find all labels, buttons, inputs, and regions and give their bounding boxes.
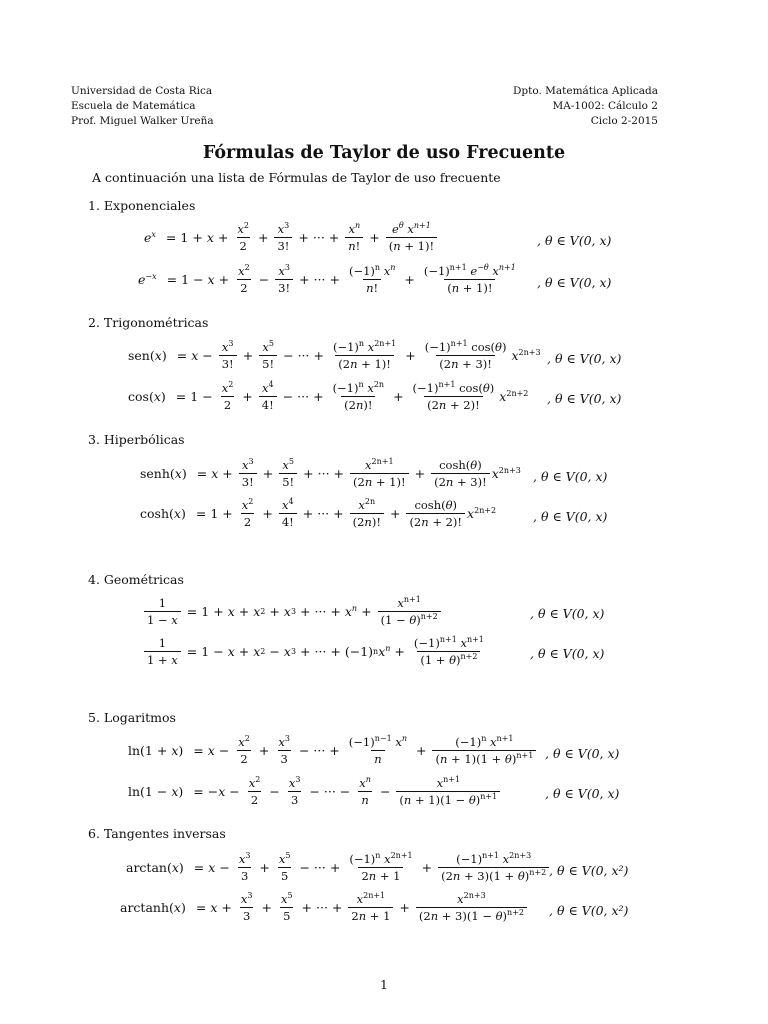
- formula-cosh: cosh(x) = 1 + $\frac{x^2}{2}$ + $\frac{x^4}{4!}$ + ··· + $\frac{x^{2n}}{(2n)!}$ + $\frac{\cosh(\theta)}{(2n + 2)!}$ $x^{2n+2}$: [140, 497, 497, 529]
- header-school: Escuela de Matemática: [71, 100, 196, 112]
- header-left: [71, 84, 214, 129]
- condition-senh: , θ ∈ V(0, x): [533, 469, 608, 484]
- header-right: [513, 84, 658, 129]
- formula-sen: sen(x) = x − $\frac{x^3}{3!}$ + $\frac{x^5}{5!}$ − ··· + $\frac{(-1)^n x^{2n+1}}{(2n + 1)!}$ + $\frac{(-1)^{n+1} \cos(\theta)}{(2n + 3)!}$ $x^{2n+3}$: [128, 339, 541, 371]
- condition-sen: , θ ∈ V(0, x): [547, 351, 622, 366]
- section-trigonometricas: 2. Trigonométricas: [88, 315, 209, 330]
- formula-ln-plus: ln(1 + x) = x − $\frac{x^2}{2}$ + $\frac{x^3}{3}$ − ··· + $\frac{(-1)^{n-1} x^n}{n}$ + $\frac{(-1)^n x^{n+1}}{(n + 1)(1 + \theta)^{n+1}}$: [128, 735, 538, 766]
- condition-ln-plus: , θ ∈ V(0, x): [545, 746, 620, 761]
- condition-cos: , θ ∈ V(0, x): [547, 391, 622, 406]
- section-exponenciales: 1. Exponenciales: [88, 198, 196, 213]
- condition-geometric-2: , θ ∈ V(0, x): [530, 646, 605, 661]
- condition-exp-neg: , θ ∈ V(0, x): [537, 275, 612, 290]
- header-term: Ciclo 2-2015: [590, 115, 658, 127]
- formula-geometric-2: $\frac{1}{1 + x}$ = 1 − x + x 2 − x 3 + ··· + (−1) n $x^n$ + $\frac{(-1)^{n+1} x^{n+1}}{(1 + \theta)^{n+2}}$: [142, 636, 489, 667]
- intro-text: A continuación una lista de Fórmulas de Taylor de uso frecuente: [92, 170, 501, 185]
- page-number: 1: [380, 978, 388, 992]
- formula-cos: cos(x) = 1 − $\frac{x^2}{2}$ + $\frac{x^4}{4!}$ − ··· + $\frac{(-1)^n x^{2n}}{(2n)!}$ + $\frac{(-1)^{n+1} \cos(\theta)}{(2n + 2)!}$ $x^{2n+2}$: [128, 380, 529, 412]
- condition-exp: , θ ∈ V(0, x): [537, 233, 612, 248]
- condition-geometric-1: , θ ∈ V(0, x): [530, 606, 605, 621]
- condition-arctanh: , θ ∈ V(0, x²): [549, 903, 629, 918]
- condition-arctan: , θ ∈ V(0, x²): [549, 863, 629, 878]
- header-professor: Prof. Miguel Walker Ureña: [71, 115, 214, 127]
- header-course: MA-1002: Cálculo 2: [552, 100, 658, 112]
- section-hiperbolicas: 3. Hiperbólicas: [88, 432, 185, 447]
- header-department: Dpto. Matemática Aplicada: [512, 85, 658, 97]
- page-title: Fórmulas de Taylor de uso Frecuente: [202, 143, 566, 163]
- header-university: Universidad de Costa Rica: [71, 85, 213, 97]
- formula-senh: senh(x) = x + $\frac{x^3}{3!}$ + $\frac{x^5}{5!}$ + ··· + $\frac{x^{2n+1}}{(2n + 1)!}$ + $\frac{\cosh(\theta)}{(2n + 3)!}$ $x^{2n+3}$: [140, 457, 521, 489]
- condition-cosh: , θ ∈ V(0, x): [533, 509, 608, 524]
- formula-exp-neg: $e^{-x}$ = 1 − x + $\frac{x^2}{2}$ − $\frac{x^3}{3!}$ + ··· + $\frac{(-1)^n x^n}{n!}$ + $\frac{(-1)^{n+1} e^{-\theta} x^{n+1}}{(n + 1)!}$: [138, 263, 516, 295]
- formula-exp: $e^x$ = 1 + x + $\frac{x^2}{2}$ + $\frac{x^3}{3!}$ + ··· + $\frac{x^n}{n!}$ + $\frac{e^\theta x^{n+1}}{(n + 1)!}$: [144, 222, 439, 253]
- section-tangentes-inversas: 6. Tangentes inversas: [88, 826, 226, 841]
- formula-ln-minus: ln(1 − x) = − x − $\frac{x^2}{2}$ − $\frac{x^3}{3}$ − ··· − $\frac{x^n}{n}$ − $\frac{x^{n+1}}{(n + 1)(1 - \theta)^{n+1}}$: [128, 776, 502, 807]
- section-geometricas: 4. Geométricas: [88, 572, 184, 587]
- section-logaritmos: 5. Logaritmos: [88, 710, 176, 725]
- formula-arctanh: arctanh(x) = x + $\frac{x^3}{3}$ + $\frac{x^5}{5}$ + ··· + $\frac{x^{2n+1}}{2n + 1}$ + $\frac{x^{2n+3}}{(2n + 3)(1 - \theta)^{n+2}}$: [120, 892, 529, 923]
- formula-geometric-1: $\frac{1}{1 - x}$ = 1 + x + x 2 + x 3 + ··· + $x^n$ + $\frac{x^{n+1}}{(1 - \theta)^{n+2}}$: [142, 596, 443, 627]
- condition-ln-minus: , θ ∈ V(0, x): [545, 786, 620, 801]
- formula-arctan: arctan(x) = x − $\frac{x^3}{3}$ + $\frac{x^5}{5}$ − ··· + $\frac{(-1)^n x^{2n+1}}{2n + 1}$ + $\frac{(-1)^{n+1} x^{2n+3}}{(2n + 3)(1 + \theta)^{n+2}}$: [126, 852, 551, 883]
